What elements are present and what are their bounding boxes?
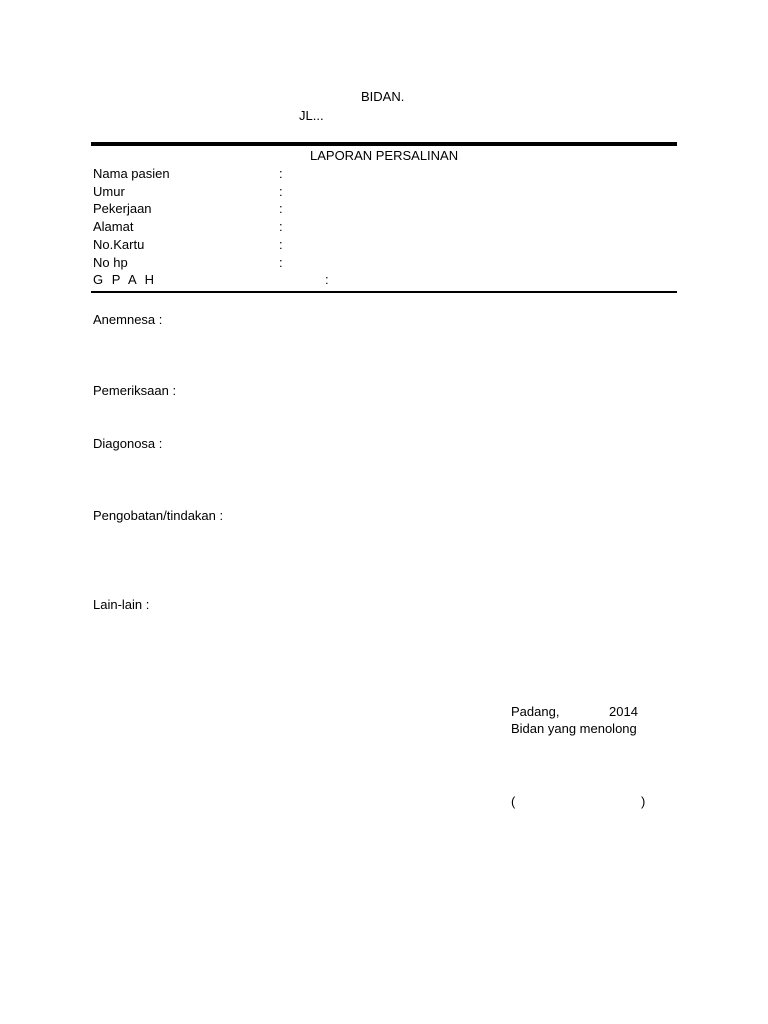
field-label-gpah: G P A H <box>93 272 157 287</box>
section-pemeriksaan: Pemeriksaan : <box>93 383 177 398</box>
signature-year: 2014 <box>609 704 638 719</box>
signature-name-open-paren: ( <box>511 794 516 809</box>
signature-name-close-paren: ) <box>641 794 646 809</box>
clinic-name: BIDAN. <box>361 89 405 104</box>
signature-place: Padang, <box>511 704 560 719</box>
form-title: LAPORAN PERSALINAN <box>310 148 459 163</box>
field-label-nama-pasien: Nama pasien <box>93 166 170 181</box>
signature-role: Bidan yang menolong <box>511 721 637 736</box>
field-colon: : <box>279 219 283 234</box>
section-diagonosa: Diagonosa : <box>93 436 163 451</box>
field-colon: : <box>279 255 283 270</box>
form-divider <box>91 291 677 293</box>
clinic-address: JL... <box>299 108 324 123</box>
field-colon: : <box>279 201 283 216</box>
section-lain-lain: Lain-lain : <box>93 597 150 612</box>
field-label-pekerjaan: Pekerjaan <box>93 201 152 216</box>
field-label-no-hp: No hp <box>93 255 128 270</box>
field-colon: : <box>279 184 283 199</box>
field-label-alamat: Alamat <box>93 219 134 234</box>
section-pengobatan-tindakan: Pengobatan/tindakan : <box>93 508 224 523</box>
field-colon: : <box>279 166 283 181</box>
field-label-no-kartu: No.Kartu <box>93 237 145 252</box>
field-label-umur: Umur <box>93 184 125 199</box>
field-colon-gpah: : <box>325 272 329 287</box>
field-colon: : <box>279 237 283 252</box>
header-divider <box>91 142 677 146</box>
section-anemnesa: Anemnesa : <box>93 312 163 327</box>
